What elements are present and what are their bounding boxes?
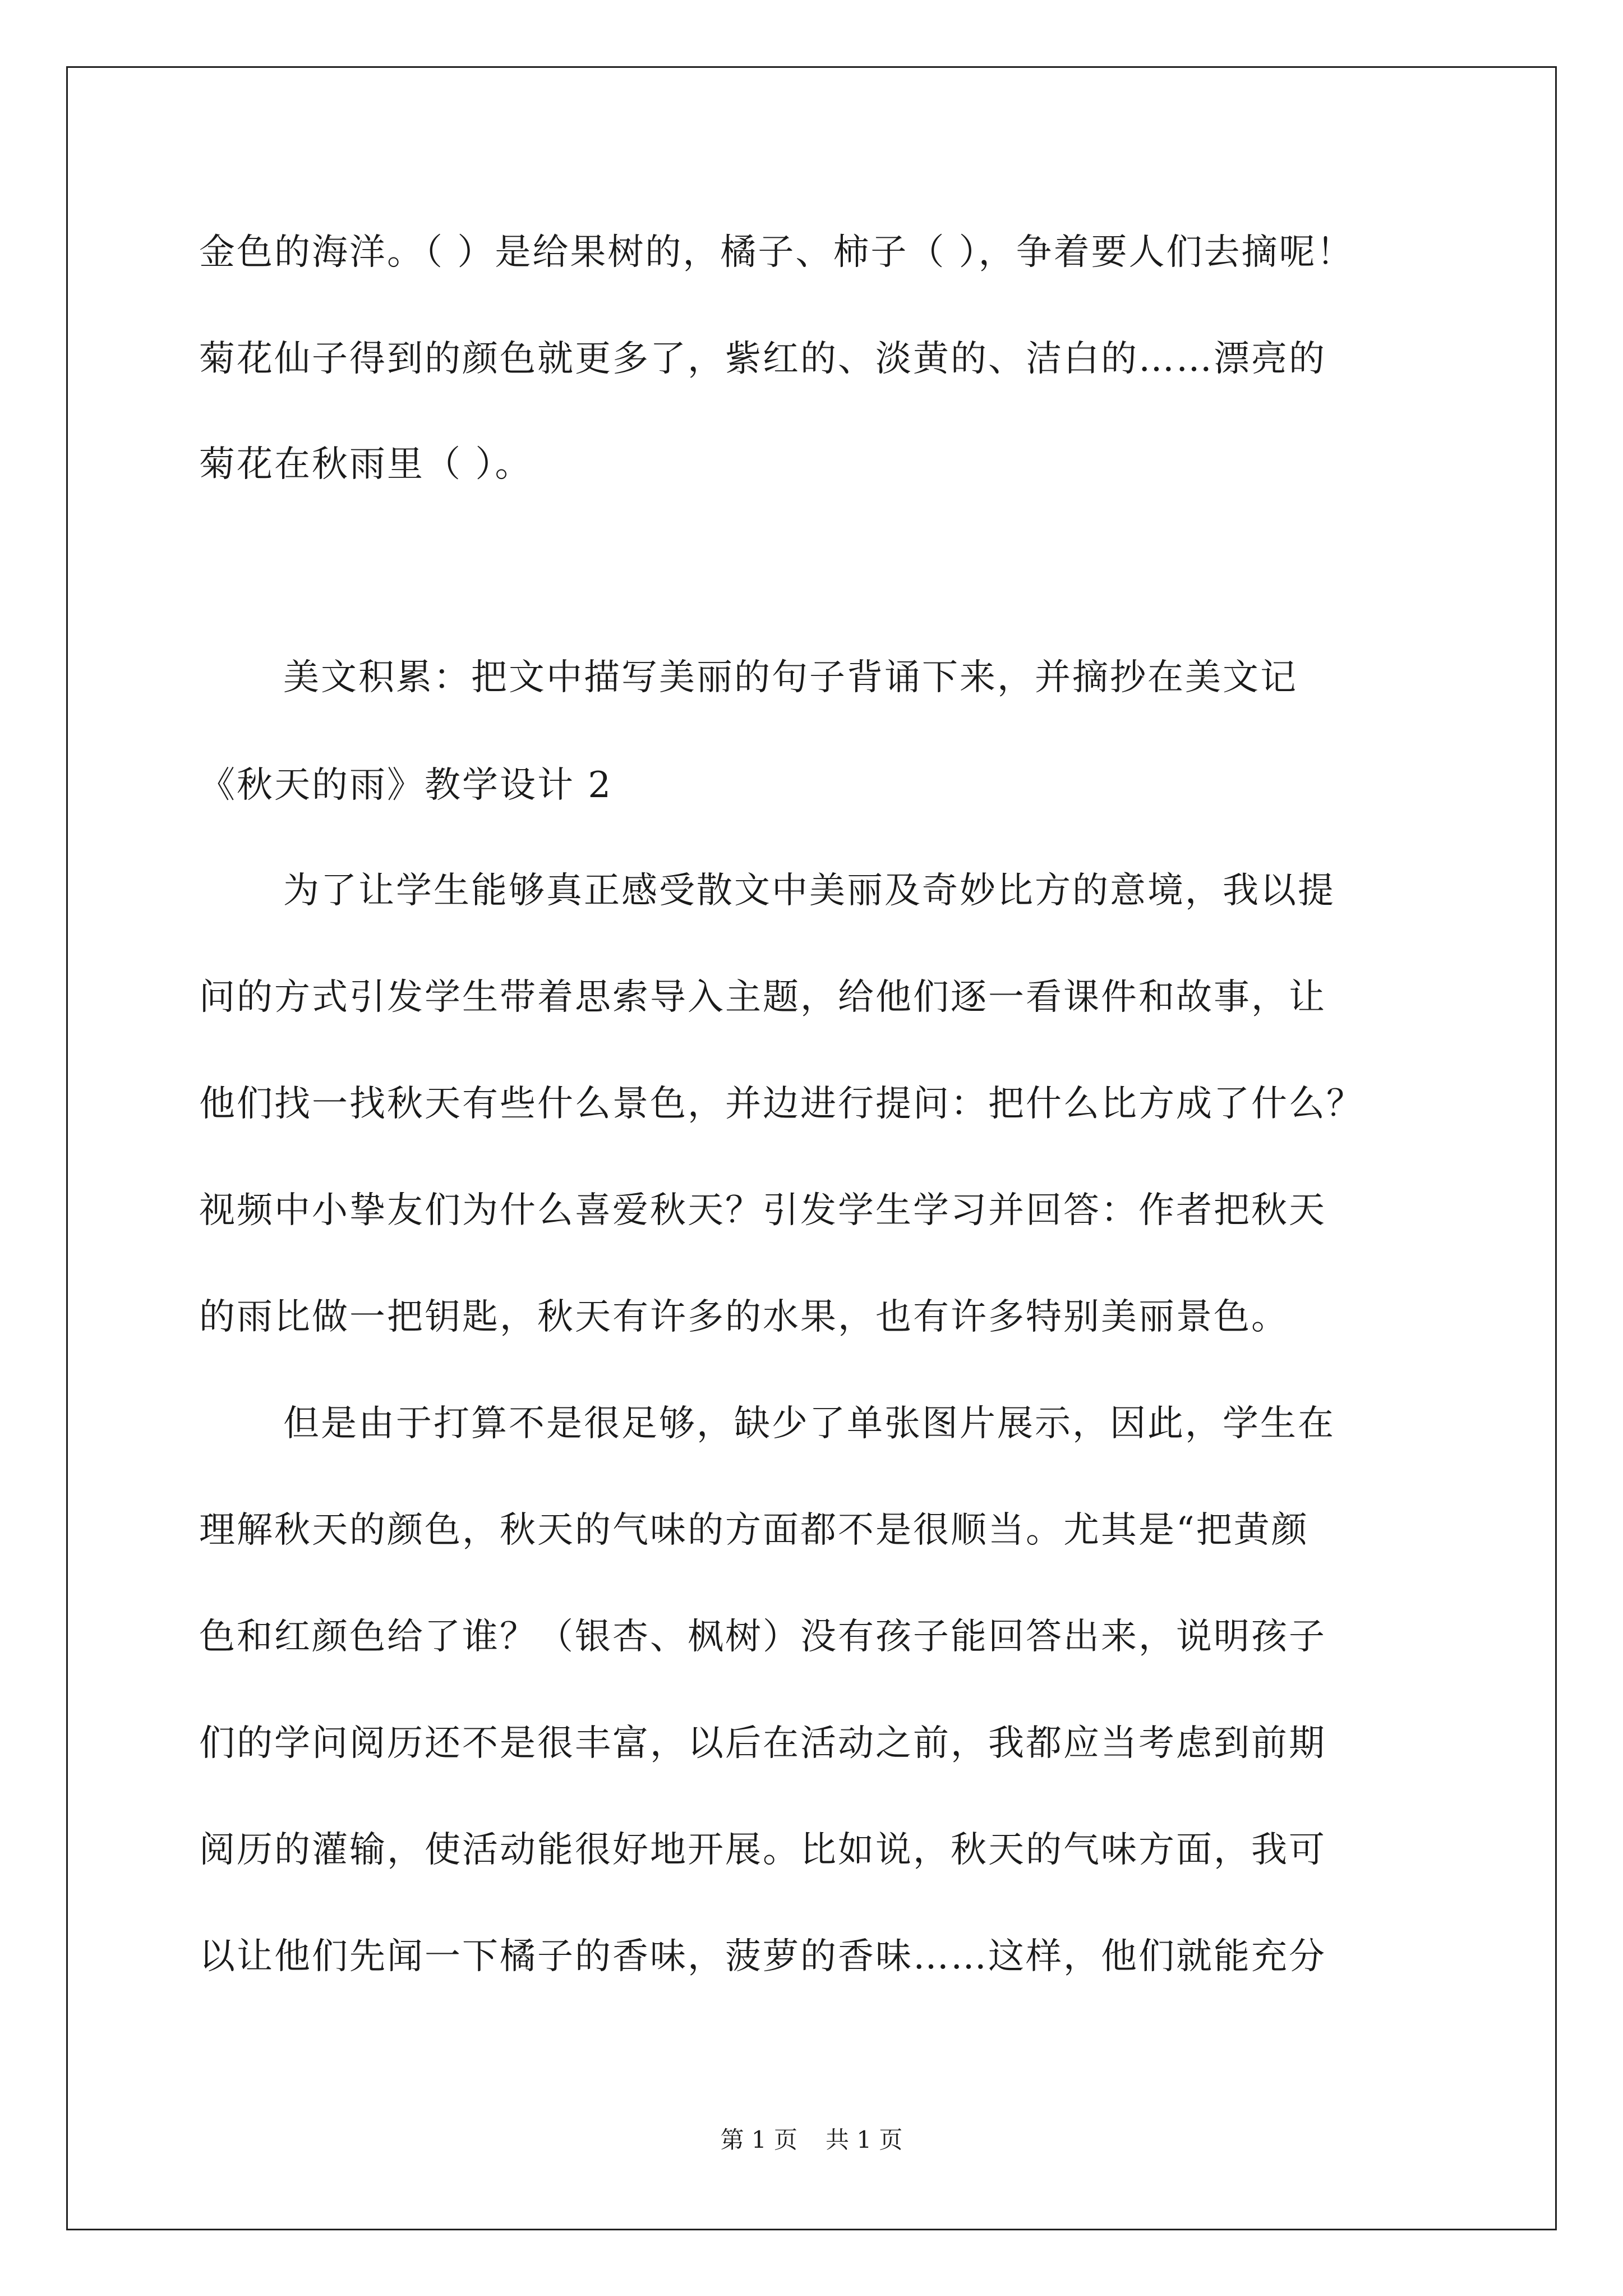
body-line-12: 理解秋天的颜色，秋天的气味的方面都不是很顺当。尤其是“把黄颜 (199, 1510, 1309, 1551)
body-line-10: 的雨比做一把钥匙，秋天有许多的水果，也有许多特别美丽景色。 (199, 1296, 1289, 1338)
body-line-7: 问的方式引发学生带着思索导入主题，给他们逐一看课件和故事，让 (199, 977, 1326, 1018)
section-heading: 《秋天的雨》教学设计 2 (199, 765, 613, 806)
body-line-2: 菊花仙子得到的颜色就更多了，紫红的、淡黄的、洁白的……漂亮的 (199, 338, 1326, 380)
body-line-6: 为了让学生能够真正感受散文中美丽及奇妙比方的意境，我以提 (283, 870, 1335, 912)
body-line-9: 视频中小挚友们为什么喜爱秋天？引发学生学习并回答：作者把秋天 (199, 1190, 1326, 1231)
page-border (66, 66, 1557, 2230)
body-line-15: 阅历的灌输，使活动能很好地开展。比如说，秋天的气味方面，我可 (199, 1829, 1326, 1871)
body-line-4: 美文积累：把文中描写美丽的句子背诵下来，并摘抄在美文记 (283, 657, 1298, 698)
page-footer (0, 2126, 1623, 2154)
page-total: 共 1 页 (826, 2126, 903, 2154)
body-line-14: 们的学问阅历还不是很丰富，以后在活动之前，我都应当考虑到前期 (199, 1723, 1326, 1764)
page-number: 第 1 页 (720, 2126, 797, 2154)
body-line-1: 金色的海洋。（ ）是给果树的，橘子、柿子（ ），争着要人们去摘呢！ (199, 232, 1354, 273)
body-line-3: 菊花在秋雨里（ ）。 (199, 444, 533, 485)
body-line-11: 但是由于打算不是很足够，缺少了单张图片展示，因此，学生在 (283, 1403, 1335, 1444)
body-line-16: 以让他们先闻一下橘子的香味，菠萝的香味……这样，他们就能充分 (199, 1936, 1326, 1977)
body-line-8: 他们找一找秋天有些什么景色，并边进行提问：把什么比方成了什么？ (199, 1083, 1364, 1125)
body-line-13: 色和红颜色给了谁？（银杏、枫树）没有孩子能回答出来，说明孩子 (199, 1616, 1326, 1658)
